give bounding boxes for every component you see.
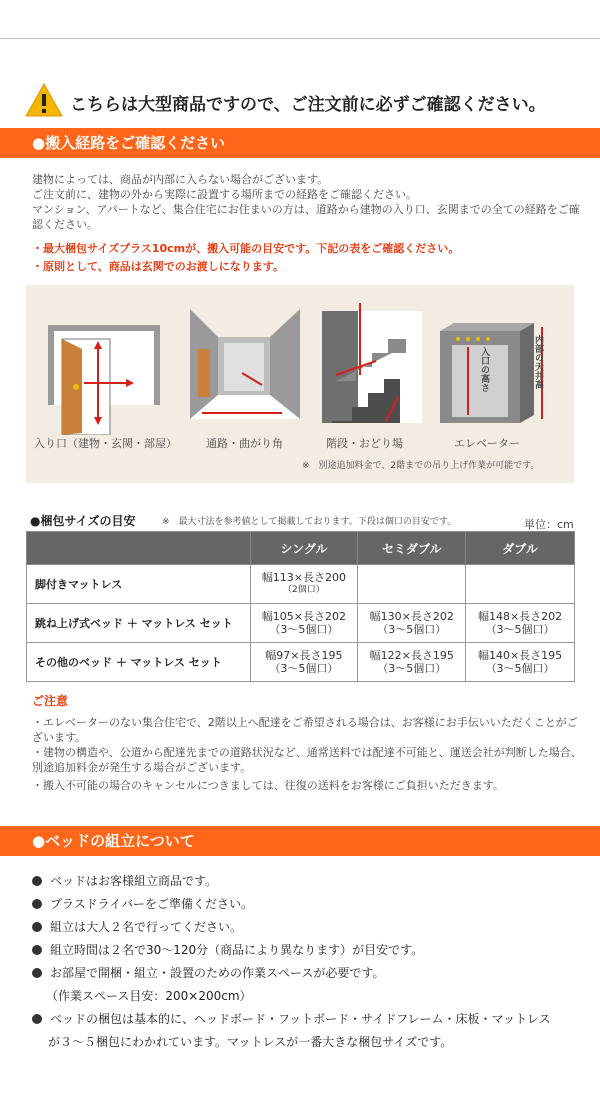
- table-header-row: [27, 532, 575, 565]
- list-item: ベッドはお客様組立商品です。: [32, 872, 217, 889]
- route-note-entrance: ・原則として、商品は玄関でのお渡しになります。: [32, 260, 284, 273]
- elevator-entrance-height-label: 入口の高さ: [479, 347, 489, 392]
- route-note-max-size: ・最大梱包サイズプラス10cmが、搬入可能の目安です。下記の表をご確認ください。: [32, 242, 460, 255]
- package-size-table: [26, 531, 575, 682]
- cell-single: 幅97×長さ195 （3～5個口）: [250, 643, 358, 682]
- cell-double: [466, 565, 575, 604]
- row-label: その他のベッド ＋ マットレス セット: [27, 643, 251, 682]
- header-double: ダブル: [466, 532, 575, 565]
- warning-banner: [24, 82, 584, 122]
- warning-icon: [24, 82, 64, 118]
- entrance-illustration: [48, 325, 168, 435]
- section-header-assembly: ●ベッドの組立について: [0, 826, 600, 856]
- caution-line-1: ・エレベーターのない集合住宅で、2階以上へ配達をご希望される場合は、お客様にお手伝いいただくことがございます。: [32, 716, 578, 744]
- caution-line-3: ・搬入不可能の場合のキャンセルにつきましては、往復の送料をお客様にご負担いただきます。: [32, 779, 504, 792]
- table-row: [27, 643, 575, 682]
- list-item: お部屋で開梱・組立・設置のための作業スペースが必要です。: [32, 964, 384, 981]
- caption-entrance: 入り口（建物・玄関・部屋）: [34, 437, 177, 450]
- top-divider: [0, 38, 600, 39]
- cell-single: 幅105×長さ202 （3～5個口）: [250, 604, 358, 643]
- bullet-icon: [32, 945, 42, 955]
- bullet-icon: [32, 899, 42, 909]
- table-row: [27, 604, 575, 643]
- route-paragraph-2: ご注文前に、建物の外から実際に設置する場所までの経路をご確認ください。: [32, 188, 417, 201]
- stairs-illustration: [322, 301, 432, 426]
- corridor-illustration: [190, 309, 300, 424]
- section-header-delivery-route: ●搬入経路をご確認ください: [0, 128, 600, 158]
- bullet-icon: [32, 968, 42, 978]
- caution-line-2: ・建物の構造や、公道から配達先までの道路状況など、通常送料では配達不可能と、運送会社が判断した場合、別途追加料金が発生する場合がございます。: [32, 746, 582, 774]
- cell-double: 幅140×長さ195 （3～5個口）: [466, 643, 575, 682]
- cell-single: 幅113×長さ200 （2個口）: [250, 565, 358, 604]
- lifting-note: ※ 別途追加料金で、2階までの吊り上げ作業が可能です。: [302, 461, 540, 471]
- row-label: 脚付きマットレス: [27, 565, 251, 604]
- caption-corridor: 通路・曲がり角: [206, 437, 283, 450]
- unit-label: 単位：cm: [524, 518, 574, 531]
- list-item: プラスドライバーをご準備ください。: [32, 895, 253, 912]
- cell-semi-double: 幅122×長さ195 （3～5個口）: [358, 643, 466, 682]
- header-single: シングル: [250, 532, 358, 565]
- caption-stairs: 階段・おどり場: [326, 437, 403, 450]
- list-item: ベッドの梱包は基本的に、ヘッドボード・フットボード・サイドフレーム・床板・マットレス: [32, 1010, 551, 1027]
- bullet-icon: [32, 922, 42, 932]
- cell-semi-double: [358, 565, 466, 604]
- package-size-title: ●梱包サイズの目安: [30, 514, 136, 528]
- table-row: [27, 565, 575, 604]
- bullet-icon: [32, 1014, 42, 1024]
- table-header-blank: [27, 532, 251, 565]
- row-label: 跳ね上げ式ベッド ＋ マットレス セット: [27, 604, 251, 643]
- list-item-continuation: が３～５梱包にわかれています。マットレスが一番大きな梱包サイズです。: [48, 1035, 453, 1049]
- caption-elevator: エレベーター: [454, 437, 520, 450]
- elevator-ceiling-height-label: 内部の天井高: [533, 335, 543, 389]
- cell-double: 幅148×長さ202 （3～5個口）: [466, 604, 575, 643]
- warning-text: こちらは大型商品ですので、ご注文前に必ずご確認ください。: [70, 95, 546, 115]
- cell-semi-double: 幅130×長さ202 （3～5個口）: [358, 604, 466, 643]
- caution-title: ご注意: [32, 694, 69, 708]
- bullet-icon: [32, 876, 42, 886]
- route-paragraph-3: マンション、アパートなど、集合住宅にお住まいの方は、道路から建物の入り口、玄関までの全ての経路をご確認ください。: [32, 203, 580, 231]
- route-paragraph-1: 建物によっては、商品が内部に入らない場合がございます。: [32, 173, 329, 186]
- list-item-sub: （作業スペース目安：200×200cm）: [46, 989, 252, 1003]
- delivery-route-illustration: [26, 285, 574, 483]
- header-semi-double: セミダブル: [358, 532, 466, 565]
- list-item: 組立時間は２名で30～120分（商品により異なります）が目安です。: [32, 941, 423, 958]
- list-item: 組立は大人２名で行ってください。: [32, 918, 242, 935]
- package-size-note: ※ 最大寸法を参考値として掲載しております。下段は個口の目安です。: [162, 517, 457, 527]
